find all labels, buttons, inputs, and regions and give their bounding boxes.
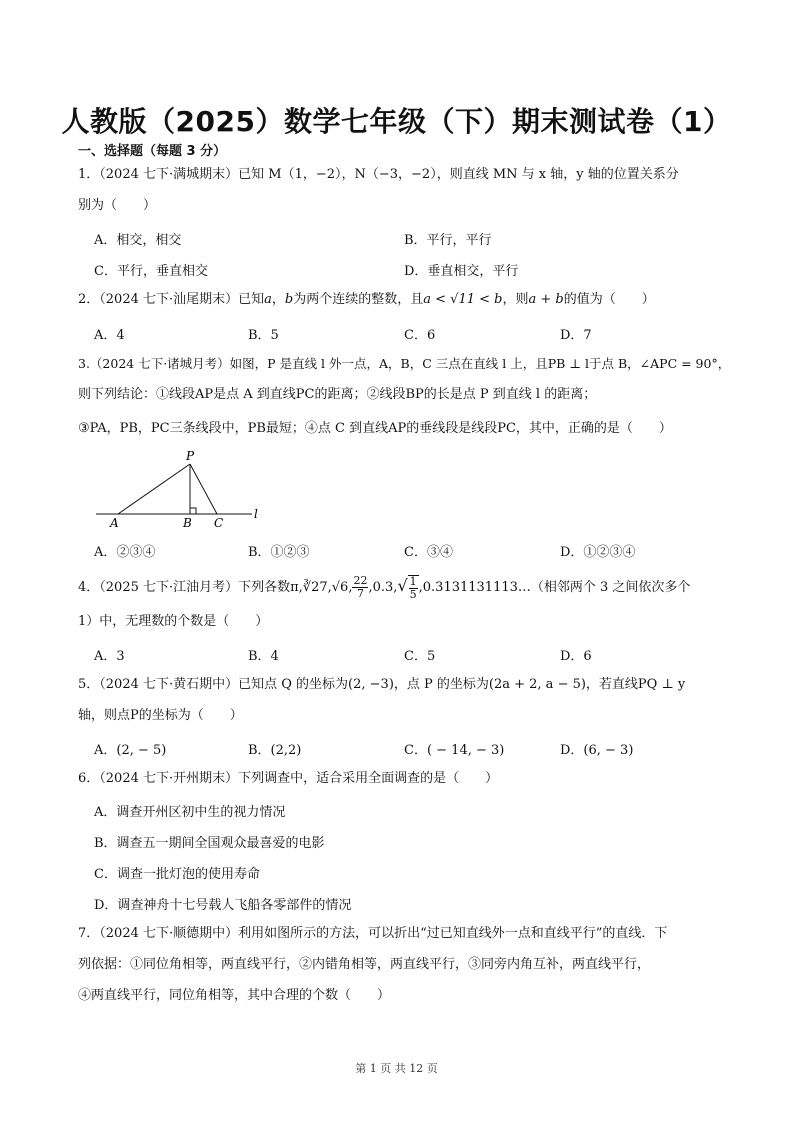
q4-stem-tail: 0.3131131113…（相邻两个 3 之间依次多个 bbox=[422, 580, 691, 595]
q2-option-d[interactable]: D．7 bbox=[560, 328, 592, 343]
q3-option-d[interactable]: D．①②③④ bbox=[560, 545, 636, 560]
label-l: l bbox=[254, 507, 258, 521]
q1-stem-line1: 1．（2024 七下·满城期末）已知 M（1，−2），N（−3，−2），则直线 MN 与 x 轴，y 轴的位置关系分 bbox=[78, 167, 679, 182]
section-heading: 一、选择题（每题 3 分） bbox=[78, 144, 227, 159]
q5-stem-line1: 5．（2024 七下·黄石期中）已知点 Q 的坐标为(2, −3)，点 P 的坐标为(2a + 2, a − 5)，若直线PQ ⊥ y bbox=[78, 677, 686, 692]
q4-option-b[interactable]: B．4 bbox=[248, 649, 279, 664]
q5-option-b[interactable]: B．(2,2) bbox=[248, 743, 302, 758]
q2-stem-post: 的值为（ ） bbox=[563, 292, 655, 307]
q5-option-d[interactable]: D．(6, − 3) bbox=[560, 743, 634, 758]
q7-stem-line3: ④两直线平行，同位角相等，其中合理的个数（ ） bbox=[78, 988, 391, 1003]
right-angle-mark bbox=[190, 508, 196, 514]
q2-var-a: a bbox=[264, 292, 272, 307]
q5-stem-line2: 轴，则点P的坐标为（ ） bbox=[78, 708, 243, 723]
segment-pc bbox=[190, 464, 217, 514]
q6-option-d[interactable]: D．调查神舟十七号载人飞船各零部件的情况 bbox=[94, 898, 352, 913]
q1-stem-line2: 别为（ ） bbox=[78, 198, 157, 213]
q6-option-c[interactable]: C．调查一批灯泡的使用寿命 bbox=[94, 867, 260, 882]
q3-option-b[interactable]: B．①②③ bbox=[248, 545, 310, 560]
q1-option-d[interactable]: D．垂直相交，平行 bbox=[404, 264, 519, 279]
q3-figure bbox=[90, 448, 270, 532]
q4-fraction-num: 22 bbox=[353, 574, 368, 587]
q2-stem-pre: 2．（2024 七下·汕尾期末）已知 bbox=[78, 292, 265, 307]
q4-fraction bbox=[352, 575, 368, 600]
q4-fraction-den: 7 bbox=[356, 587, 364, 600]
q4-stem-pre: 4．（2025 七下·江油月考）下列各数π, bbox=[78, 580, 303, 595]
q4-option-a[interactable]: A．3 bbox=[94, 649, 125, 664]
q6-option-b[interactable]: B．调查五一期间全国观众最喜爱的电影 bbox=[94, 836, 325, 851]
q1-option-b[interactable]: B．平行，平行 bbox=[404, 233, 492, 248]
page-title: 人教版（2025）数学七年级（下）期末测试卷（1） bbox=[61, 105, 732, 138]
q4-option-d[interactable]: D．6 bbox=[560, 649, 592, 664]
q1-option-a[interactable]: A．相交，相交 bbox=[94, 233, 182, 248]
q1-option-c[interactable]: C．平行，垂直相交 bbox=[94, 264, 208, 279]
q2-stem bbox=[78, 291, 655, 309]
q4-stem-line1: 4．（2025 七下·江油月考）下列各数π,∛27,√6, $\frac{22}{7}$ ,0.3,√ $\frac{1}{5}$ ,0.3131131113…（相邻两个 3 之间依次多个 bbox=[78, 574, 691, 601]
q4-option-c[interactable]: C．5 bbox=[404, 649, 436, 664]
q3-stem-line2: 则下列结论：①线段AP是点 A 到直线PC的距离；②线段BP的长是点 P 到直线 l 的距离； bbox=[78, 387, 597, 402]
q4-sqrt-den: 5 bbox=[409, 587, 417, 601]
label-a: A bbox=[110, 516, 119, 530]
q2-stem-mid3: ，则 bbox=[502, 292, 529, 307]
q3-option-c[interactable]: C．③④ bbox=[404, 545, 453, 560]
segment-pa bbox=[118, 464, 190, 514]
label-b: B bbox=[183, 516, 192, 530]
q4-decimal: 0.3 bbox=[372, 580, 394, 595]
q5-option-a[interactable]: A．(2, − 5) bbox=[94, 743, 167, 758]
q7-stem-line1: 7．（2024 七下·顺德期中）利用如图所示的方法，可以折出“过已知直线外一点和直线平行”的直线．下 bbox=[78, 926, 668, 941]
q4-sqrt6: √6 bbox=[331, 580, 349, 595]
q2-var-b: b bbox=[284, 292, 294, 307]
q3-option-a[interactable]: A．②③④ bbox=[94, 545, 156, 560]
q2-inequality: a < √11 < b bbox=[423, 292, 503, 307]
label-p: P bbox=[186, 449, 195, 463]
page-footer: 第 1 页 共 12 页 bbox=[355, 1062, 438, 1075]
q4-stem-line2: 1）中，无理数的个数是（ ） bbox=[78, 614, 269, 629]
q2-option-c[interactable]: C．6 bbox=[404, 328, 436, 343]
label-c: C bbox=[214, 516, 224, 530]
q2-option-b[interactable]: B．5 bbox=[248, 328, 279, 343]
q2-stem-mid: ， bbox=[271, 292, 285, 307]
q3-stem-line1: 3.（2024 七下·诸城月考）如图，P 是直线 l 外一点，A，B，C 三点在直线 l 上，且PB ⊥ l于点 B，∠APC = 90°， bbox=[78, 356, 731, 371]
q2-option-a[interactable]: A．4 bbox=[94, 328, 125, 343]
q3-stem-line3: ③PA，PB，PC三条线段中，PB最短；④点 C 到直线AP的垂线段是线段PC，其中，正确的是（ ） bbox=[78, 421, 672, 436]
q6-stem: 6．（2024 七下·开州期末）下列调查中，适合采用全面调查的是（ ） bbox=[78, 771, 499, 786]
q7-stem-line2: 列依据：①同位角相等，两直线平行，②内错角相等，两直线平行，③同旁内角互补，两直线平行， bbox=[78, 957, 651, 972]
q5-option-c[interactable]: C．( − 14, − 3) bbox=[404, 743, 505, 758]
q4-cube-root: ∛27 bbox=[302, 580, 328, 595]
q2-stem-mid2: 为两个连续的整数，且 bbox=[293, 292, 424, 307]
q4-sqrt-fraction bbox=[408, 575, 419, 601]
q2-expression: a + b bbox=[528, 292, 564, 307]
q4-sqrt-num: 1 bbox=[409, 574, 417, 588]
q6-option-a[interactable]: A．调查开州区初中生的视力情况 bbox=[94, 805, 286, 820]
